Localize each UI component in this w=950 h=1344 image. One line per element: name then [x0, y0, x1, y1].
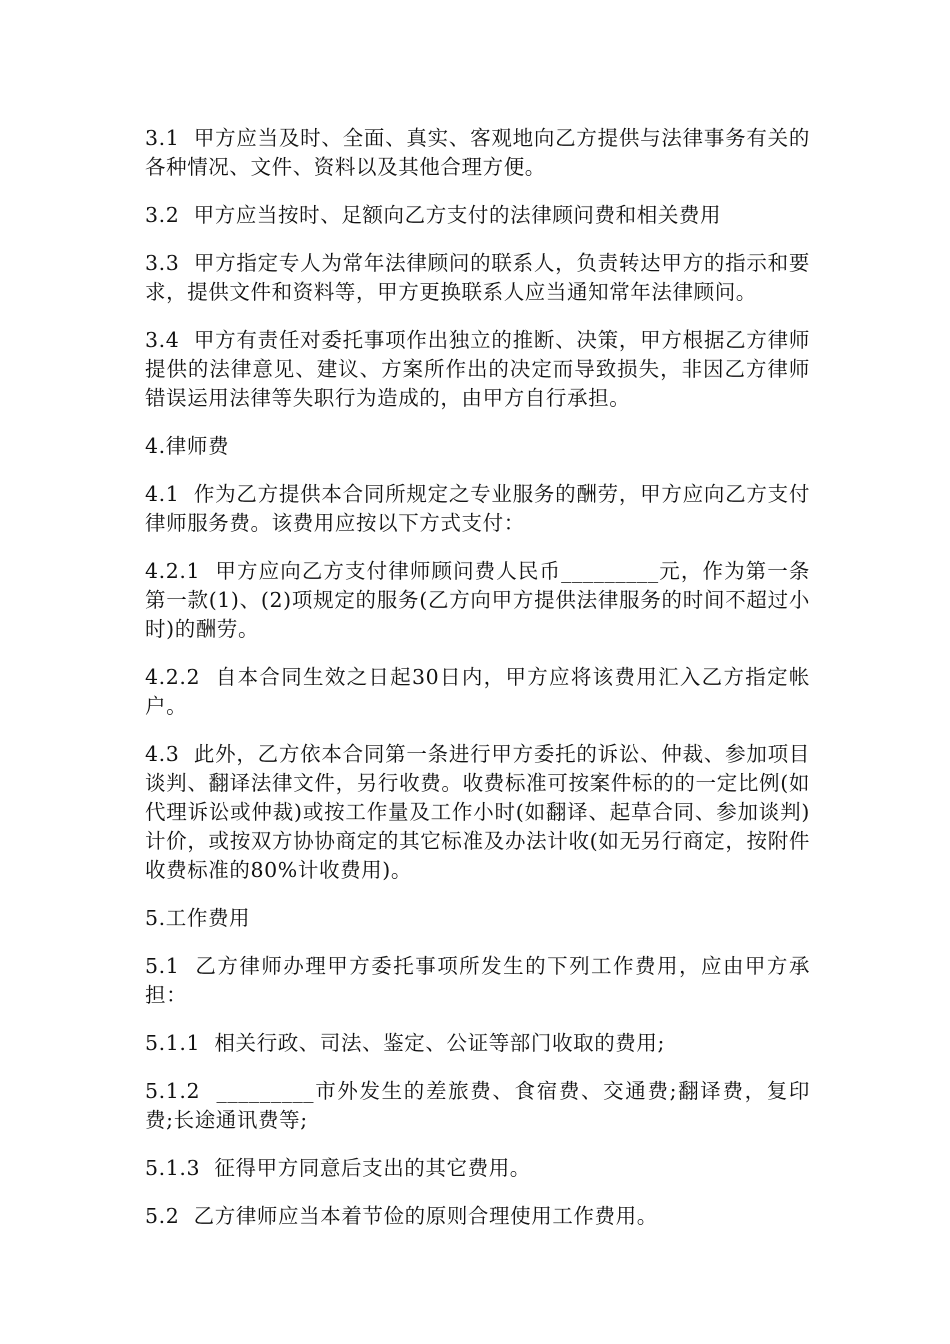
- clause-4-3: 4.3 此外，乙方依本合同第一条进行甲方委托的诉讼、仲裁、参加项目谈判、翻译法律文件，另行收费。收费标准可按案件标的的一定比例(如代理诉讼或仲裁)或按工作量及工作小时(如翻译、起草合同、参加谈判)计价，或按双方协协商定的其它标准及办法计收(如无另行商定，按附件收费标准的80%计收费用)。: [145, 742, 810, 882]
- clause-5-1-3: 5.1.3 征得甲方同意后支出的其它费用。: [145, 1156, 531, 1180]
- document-body: [145, 124, 810, 1250]
- section-heading-work-expenses: 5.工作费用: [145, 906, 251, 930]
- clause-5-1: 5.1 乙方律师办理甲方委托事项所发生的下列工作费用，应由甲方承担：: [145, 954, 810, 1007]
- clause-3-3: 3.3 甲方指定专人为常年法律顾问的联系人，负责转达甲方的指示和要求，提供文件和资料等，甲方更换联系人应当通知常年法律顾问。: [145, 251, 810, 304]
- clause-3-1: 3.1 甲方应当及时、全面、真实、客观地向乙方提供与法律事务有关的各种情况、文件、资料以及其他合理方便。: [145, 126, 810, 179]
- clause-5-2: 5.2 乙方律师应当本着节俭的原则合理使用工作费用。: [145, 1204, 658, 1228]
- clause-3-4: 3.4 甲方有责任对委托事项作出独立的推断、决策，甲方根据乙方律师提供的法律意见、建议、方案所作出的决定而导致损失，非因乙方律师错误运用法律等失职行为造成的，由甲方自行承担。: [145, 328, 810, 410]
- clause-4-2-1: 4.2.1 甲方应向乙方支付律师顾问费人民币_________元，作为第一条第一款(1)、(2)项规定的服务(乙方向甲方提供法律服务的时间不超过小时)的酬劳。: [145, 559, 810, 641]
- clause-5-1-2: 5.1.2 _________市外发生的差旅费、食宿费、交通费;翻译费，复印费;长途通讯费等;: [145, 1079, 810, 1132]
- clause-4-1: 4.1 作为乙方提供本合同所规定之专业服务的酬劳，甲方应向乙方支付律师服务费。该费用应按以下方式支付：: [145, 482, 810, 535]
- clause-5-1-1: 5.1.1 相关行政、司法、鉴定、公证等部门收取的费用;: [145, 1031, 665, 1055]
- section-heading-lawyer-fee: 4.律师费: [145, 434, 230, 458]
- clause-3-2: 3.2 甲方应当按时、足额向乙方支付的法律顾问费和相关费用: [145, 203, 722, 227]
- clause-4-2-2: 4.2.2 自本合同生效之日起30日内，甲方应将该费用汇入乙方指定帐户。: [145, 665, 810, 718]
